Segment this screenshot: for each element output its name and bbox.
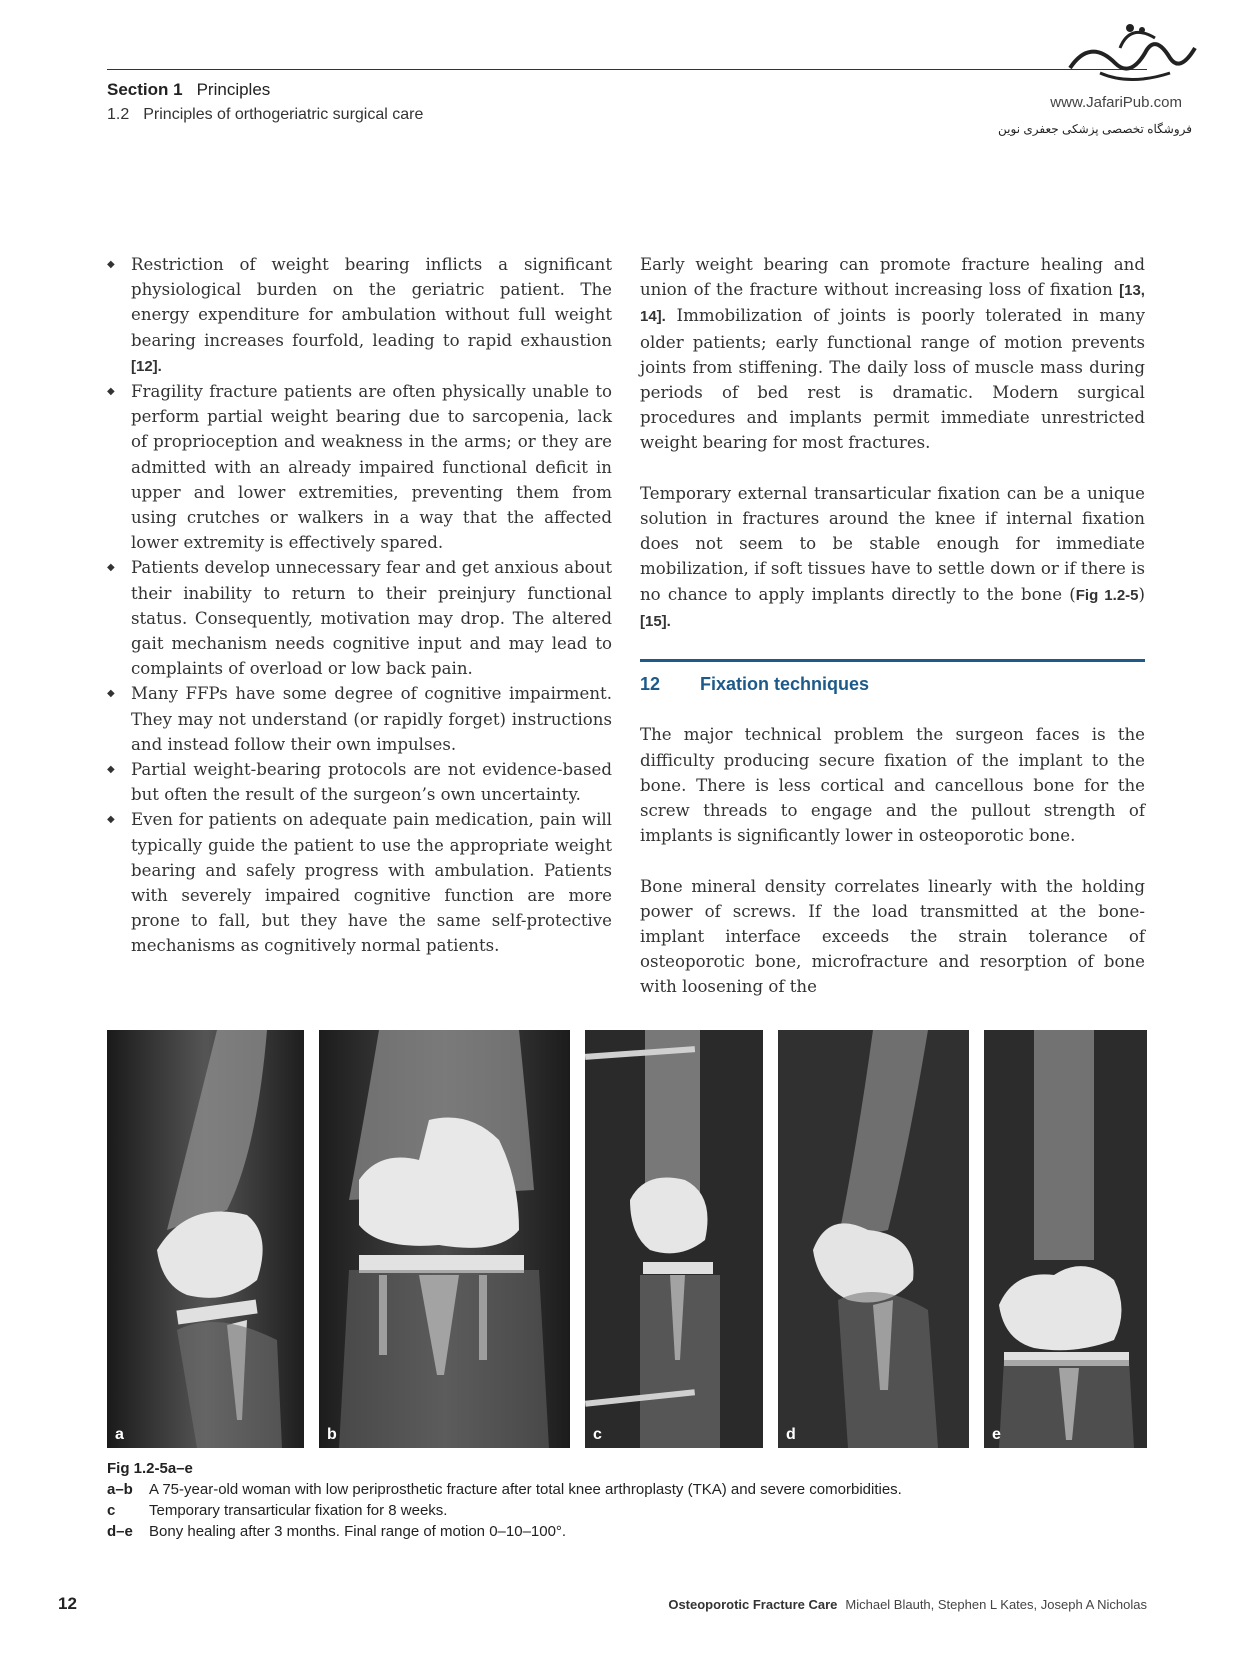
paragraph: The major technical problem the surgeon faces is the difficulty producing secure fixation of the implant to the bone. There is less cortical and cancellous bone for the screw threads to engage and the pullout strength of implants is significantly lower in osteoporotic bone. xyxy=(640,725,1145,846)
logo-url: www.JafariPub.com xyxy=(1050,94,1182,111)
list-item: ◆ Patients develop unnecessary fear and get anxious about their inability to return to their preinjury functional status. Consequently, motivation may drop. The altered gait mechanism needs cognitive input and may lead to complaints of overload or low back pain. xyxy=(107,555,612,681)
caption-title: Fig 1.2-5a–e xyxy=(107,1460,193,1477)
paragraph: Temporary external transarticular fixation can be a unique solution in fractures around the knee if internal fixation does not seem to be stable enough for immediate mobilization, if soft tissues have to settle down or if there is no chance to apply implants directly to the bone (Fig 1.2-5) [15]. xyxy=(640,483,1145,630)
xray-panel-b xyxy=(319,1030,570,1448)
list-item: ◆ Partial weight-bearing protocols are not evidence-based but often the result of the surgeon’s own uncertainty. xyxy=(107,757,612,807)
section-title: Principles xyxy=(196,80,271,99)
subsection-title: Principles of orthogeriatric surgical care xyxy=(143,106,424,123)
panel-label: a xyxy=(115,1426,124,1443)
logo-store-text: فروشگاه تخصصی پزشکی جعفری نوین xyxy=(998,122,1192,136)
panel-label: d xyxy=(786,1426,796,1443)
figure-reference: Fig 1.2-5 xyxy=(1075,586,1139,604)
book-title: Osteoporotic Fracture Care xyxy=(668,1597,838,1612)
section-header xyxy=(107,80,270,100)
list-item: ◆ Many FFPs have some degree of cognitive impairment. They may not understand (or rapidly forget) instructions and instead follow their own impulses. xyxy=(107,681,612,757)
xray-figure xyxy=(107,1030,1147,1448)
footer-citation xyxy=(668,1597,1147,1612)
heading-rule xyxy=(640,659,1145,662)
left-column xyxy=(107,252,612,959)
caption-row: c Temporary transarticular fixation for 8 weeks. xyxy=(107,1502,448,1519)
calligraphy-logo-icon xyxy=(1060,18,1200,88)
page-number: 12 xyxy=(58,1594,77,1613)
subsection-number: 1.2 xyxy=(107,106,130,123)
xray-panel-c xyxy=(585,1030,763,1448)
paragraph: Early weight bearing can promote fracture healing and union of the fracture without increasing loss of fixation [13, 14]. Immobilization of joints is poorly tolerated in many older patients; early functional range of motion prevents joints from stiffening. The daily loss of muscle mass during periods of bed rest is dramatic. Modern surgical procedures and implants permit immediate unrestricted weight bearing for most fractures. xyxy=(640,255,1145,453)
citation: [13, 14]. xyxy=(640,282,1145,326)
panel-label: e xyxy=(992,1426,1001,1443)
heading-title: Fixation techniques xyxy=(700,674,870,695)
book-authors: Michael Blauth, Stephen L Kates, Joseph A Nicholas xyxy=(845,1597,1147,1612)
list-item: ◆ Restriction of weight bearing inflicts a significant physiological burden on the geriatric patient. The energy expenditure for ambulation without full weight bearing increases fourfold, leading to rapid exhaustion [12]. xyxy=(107,252,612,379)
xray-panel-d xyxy=(778,1030,969,1448)
bullet-list xyxy=(107,252,612,959)
section-heading xyxy=(640,672,1145,697)
panel-label: b xyxy=(327,1426,337,1443)
panel-label: c xyxy=(593,1426,602,1443)
section-label: Section 1 xyxy=(107,80,183,99)
list-item: ◆ Fragility fracture patients are often physically unable to perform partial weight bearing due to sarcopenia, lack of proprioception and weakness in the arms; or they are admitted with an already impaired functional deficit in upper and lower extremities, preventing them from using crutches or walkers in a way that the affected lower extremity is effectively spared. xyxy=(107,379,612,555)
caption-row: d–e Bony healing after 3 months. Final range of motion 0–10–100°. xyxy=(107,1523,567,1540)
caption-row: a–b A 75-year-old woman with low periprosthetic fracture after total knee arthroplasty (TKA) and severe comorbidities. xyxy=(107,1481,902,1498)
header-rule xyxy=(107,69,1147,70)
citation: [15]. xyxy=(640,612,671,630)
citation: [12]. xyxy=(131,357,162,375)
right-column xyxy=(640,252,1145,1025)
subsection-header xyxy=(107,106,423,124)
xray-panel-a xyxy=(107,1030,304,1448)
paragraph: Bone mineral density correlates linearly with the holding power of screws. If the load transmitted at the bone-implant interface exceeds the strain tolerance of osteoporotic bone, microfracture and resorption of bone with loosening of the xyxy=(640,876,1145,997)
heading-number: 12 xyxy=(640,674,661,695)
xray-panel-e xyxy=(984,1030,1147,1448)
list-item: ◆ Even for patients on adequate pain medication, pain will typically guide the patient to use the appropriate weight bearing and safely progress with ambulation. Patients with severely impaired cognitive function are more prone to fall, but they have the same self-protective mechanisms as cognitively normal patients. xyxy=(107,807,612,958)
publisher-logo xyxy=(998,18,1220,138)
figure-caption xyxy=(107,1458,902,1542)
